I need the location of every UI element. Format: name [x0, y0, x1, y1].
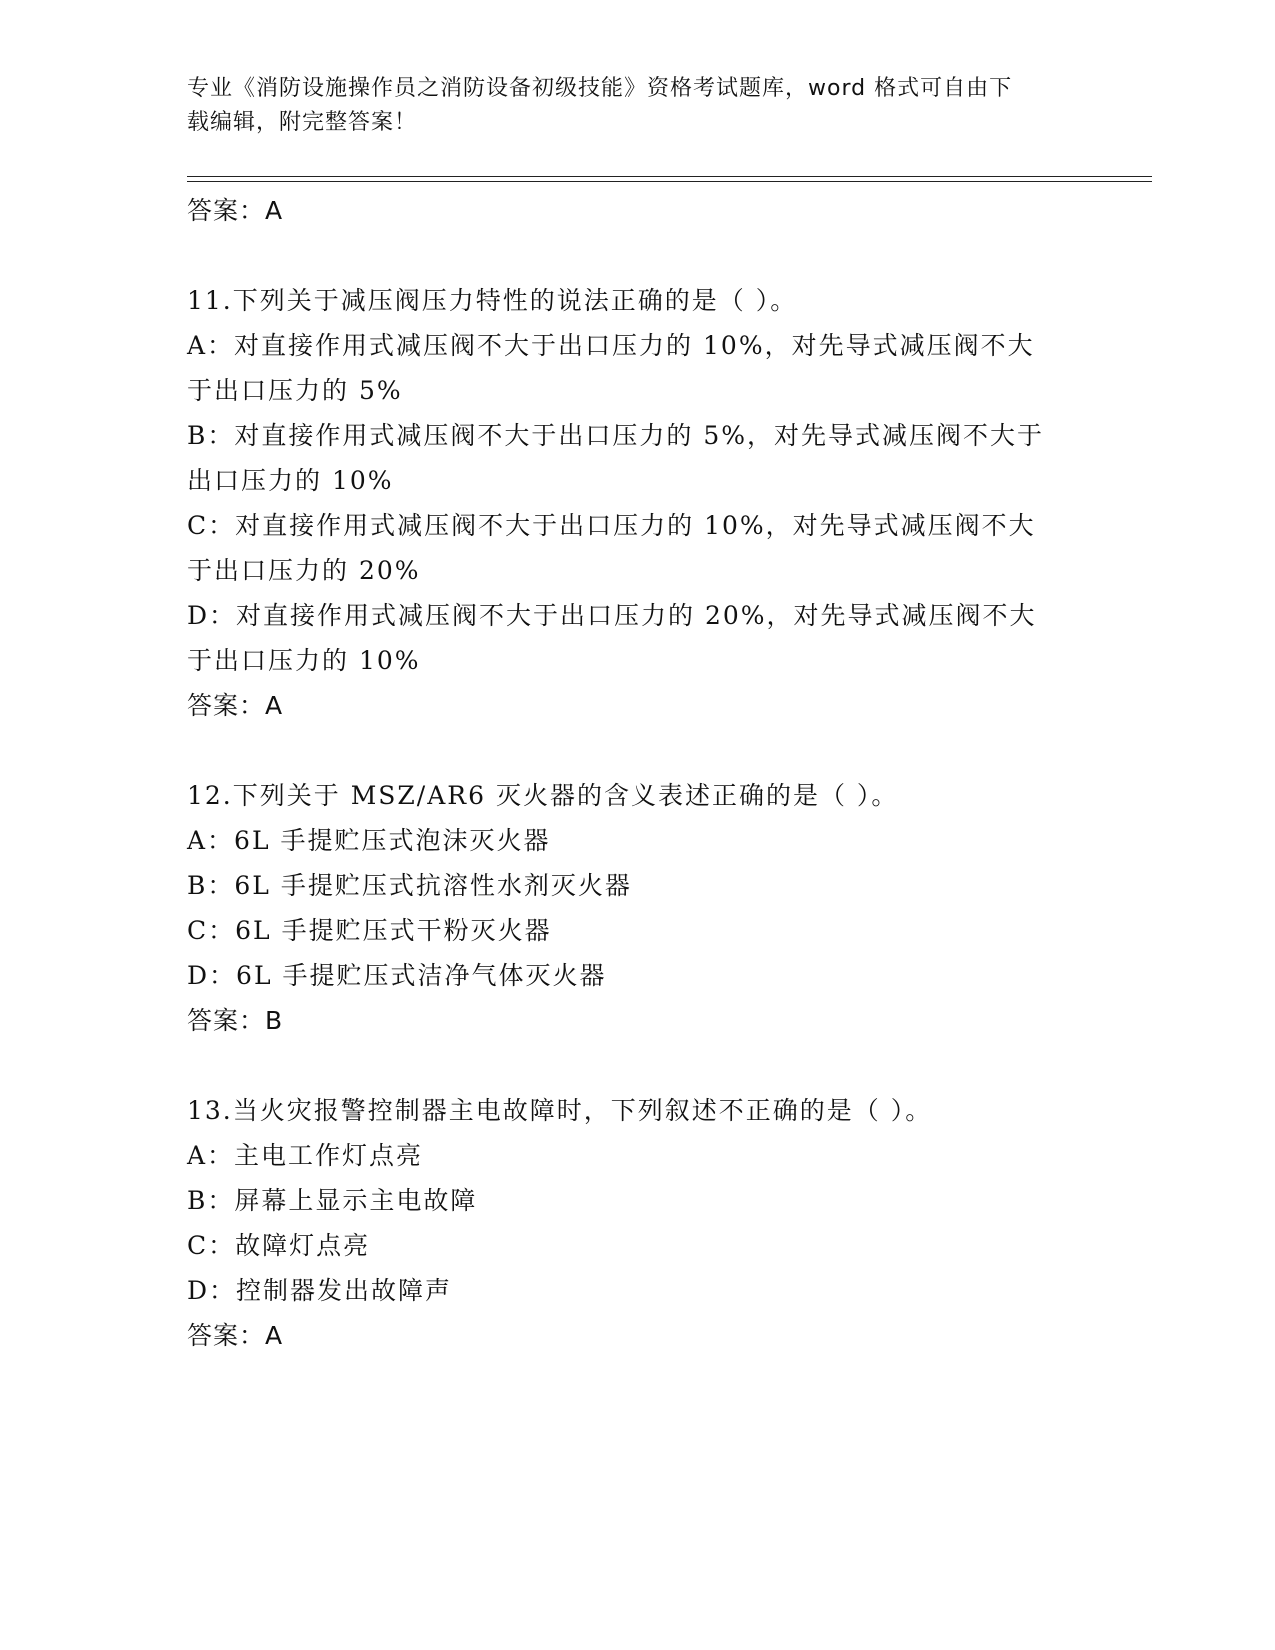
answer: 答案：A — [187, 691, 284, 720]
option-b-continued: 出口压力的 10% — [187, 466, 394, 495]
question-stem: 12.下列关于 MSZ/AR6 灭火器的含义表述正确的是（ ）。 — [187, 781, 899, 810]
option-b: B：对直接作用式减压阀不大于出口压力的 5%，对先导式减压阀不大于 — [187, 421, 1044, 450]
spacer — [187, 1043, 1087, 1088]
option-b: B：6L 手提贮压式抗溶性水剂灭火器 — [187, 871, 632, 900]
option-a: A：对直接作用式减压阀不大于出口压力的 10%，对先导式减压阀不大 — [187, 331, 1035, 360]
document-header — [187, 72, 1067, 140]
question-12 — [187, 773, 1087, 1043]
option-d-continued: 于出口压力的 10% — [187, 646, 421, 675]
question-11 — [187, 278, 1087, 728]
option-a: A：6L 手提贮压式泡沫灭火器 — [187, 826, 551, 855]
header-divider-top — [187, 176, 1152, 177]
option-d: D：控制器发出故障声 — [187, 1276, 453, 1305]
option-c: C：对直接作用式减压阀不大于出口压力的 10%，对先导式减压阀不大 — [187, 511, 1036, 540]
option-d: D：6L 手提贮压式洁净气体灭火器 — [187, 961, 607, 990]
spacer — [187, 728, 1087, 773]
option-a: A：主电工作灯点亮 — [187, 1141, 424, 1170]
header-line-2: 载编辑，附完整答案！ — [187, 110, 418, 135]
header-line-1: 专业《消防设施操作员之消防设备初级技能》资格考试题库，word 格式可自由下 — [187, 76, 1013, 101]
option-c-continued: 于出口压力的 20% — [187, 556, 421, 585]
previous-answer: 答案：A — [187, 196, 284, 225]
option-c: C：6L 手提贮压式干粉灭火器 — [187, 916, 552, 945]
option-a-continued: 于出口压力的 5% — [187, 376, 403, 405]
option-b: B：屏幕上显示主电故障 — [187, 1186, 478, 1215]
question-stem: 11.下列关于减压阀压力特性的说法正确的是（ ）。 — [187, 286, 798, 315]
document-body — [187, 188, 1087, 1358]
option-d: D：对直接作用式减压阀不大于出口压力的 20%，对先导式减压阀不大 — [187, 601, 1037, 630]
answer: 答案：A — [187, 1321, 284, 1350]
answer: 答案：B — [187, 1006, 284, 1035]
question-13 — [187, 1088, 1087, 1358]
option-c: C：故障灯点亮 — [187, 1231, 371, 1260]
header-divider-bottom — [187, 181, 1152, 182]
spacer — [187, 233, 1087, 278]
question-stem: 13.当火灾报警控制器主电故障时，下列叙述不正确的是（ ）。 — [187, 1096, 933, 1125]
